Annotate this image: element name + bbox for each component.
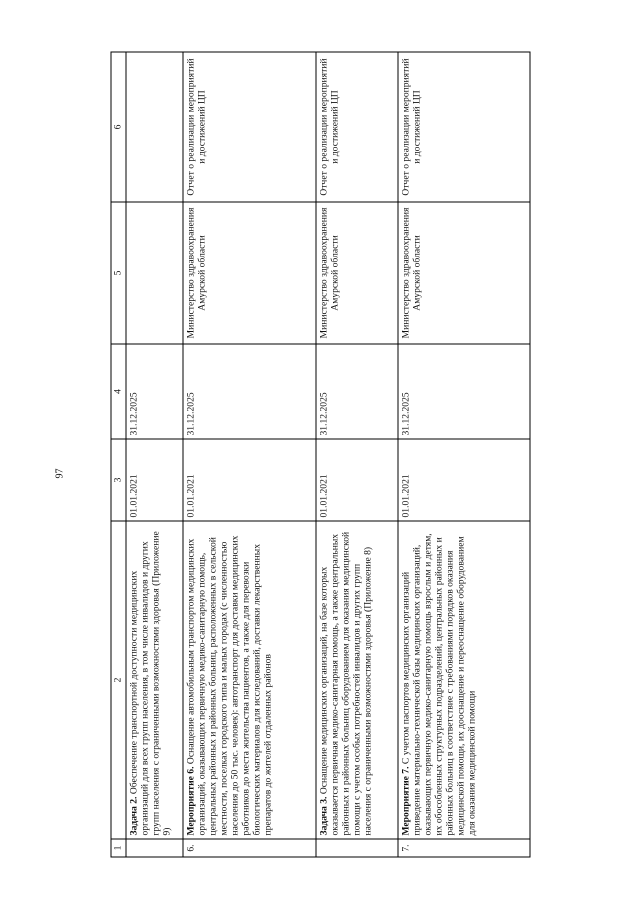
table-row (183, 52, 316, 857)
row-title: Задача 3. (318, 796, 329, 836)
row-number: 7. (398, 839, 530, 857)
row-description (316, 521, 398, 839)
row-number (316, 839, 398, 857)
row-description (126, 521, 183, 839)
table-row (126, 52, 183, 857)
header-cell: 4 (111, 344, 126, 439)
table-row (398, 52, 530, 857)
end-date: 31.12.2025 (126, 344, 183, 439)
row-text: С учетом паспортов медицинских организаций приведение материально-технической базы медицинских организаций, оказывающих первичную медико-санитарную помощь взрослым и детям, их обособленных структурных подразделений, центральных районных и районных больниц в соответствие с требованиями порядков оказания медицинской помощи, их дооснащение и переоснащение оборудованием для оказания медицинской помощи (400, 533, 477, 836)
result (126, 52, 183, 202)
responsible: Министерство здравоохранения Амурской области (398, 202, 530, 344)
start-date: 01.01.2021 (183, 439, 316, 521)
row-number: 6. (183, 839, 316, 857)
row-text: Оснащение медицинских организаций, на базе которых оказывается первичная медико-санитарная помощь, а также центральных районных и районных больниц оборудованием для оказания медицинской помощи с учетом особых потребностей инвалидов и других групп населения с ограниченными возможностями здоровья (Приложение 8) (318, 531, 373, 836)
result: Отчет о реализации мероприятий и достижений ЦП (316, 52, 398, 202)
result: Отчет о реализации мероприятий и достижений ЦП (398, 52, 530, 202)
header-cell: 3 (111, 439, 126, 521)
row-text: Оснащение автомобильным транспортом медицинских организаций, оказывающих первичную медико-санитарную помощь, центральных районных и районных больниц, расположенных в сельской местности, поселках городского типа и малых городах (с численностью населения до 50 тыс. человек): автотранспорт для доставки медицинских работников до места жительства пациентов, а также для перевозки биологических материалов для исследований, доставки лекарственных препаратов до жителей отдаленных районов (185, 535, 273, 836)
result: Отчет о реализации мероприятий и достижений ЦП (183, 52, 316, 202)
start-date: 01.01.2021 (126, 439, 183, 521)
header-cell: 2 (111, 521, 126, 839)
table-row (316, 52, 398, 857)
row-title: Задача 2. (128, 796, 139, 836)
rotated-table-container (110, 53, 530, 858)
header-cell: 6 (111, 52, 126, 202)
header-cell: 1 (111, 839, 126, 857)
responsible: Министерство здравоохранения Амурской области (183, 202, 316, 344)
end-date: 31.12.2025 (183, 344, 316, 439)
row-description (398, 521, 530, 839)
page-number: 97 (54, 468, 66, 479)
end-date: 31.12.2025 (398, 344, 530, 439)
row-text: Обеспечение транспортной доступности медицинских организаций для всех групп населения, в том числе инвалидов и других групп населения с ограниченными возможностями здоровья (Приложение 9) (128, 531, 172, 836)
responsible (126, 202, 183, 344)
end-date: 31.12.2025 (316, 344, 398, 439)
row-title: Мероприятие 7. (400, 766, 411, 836)
row-description (183, 521, 316, 839)
row-title: Мероприятие 6. (185, 766, 196, 836)
responsible: Министерство здравоохранения Амурской области (316, 202, 398, 344)
activities-table (110, 52, 530, 858)
header-cell: 5 (111, 202, 126, 344)
start-date: 01.01.2021 (398, 439, 530, 521)
row-number (126, 839, 183, 857)
start-date: 01.01.2021 (316, 439, 398, 521)
header-row (111, 52, 126, 857)
